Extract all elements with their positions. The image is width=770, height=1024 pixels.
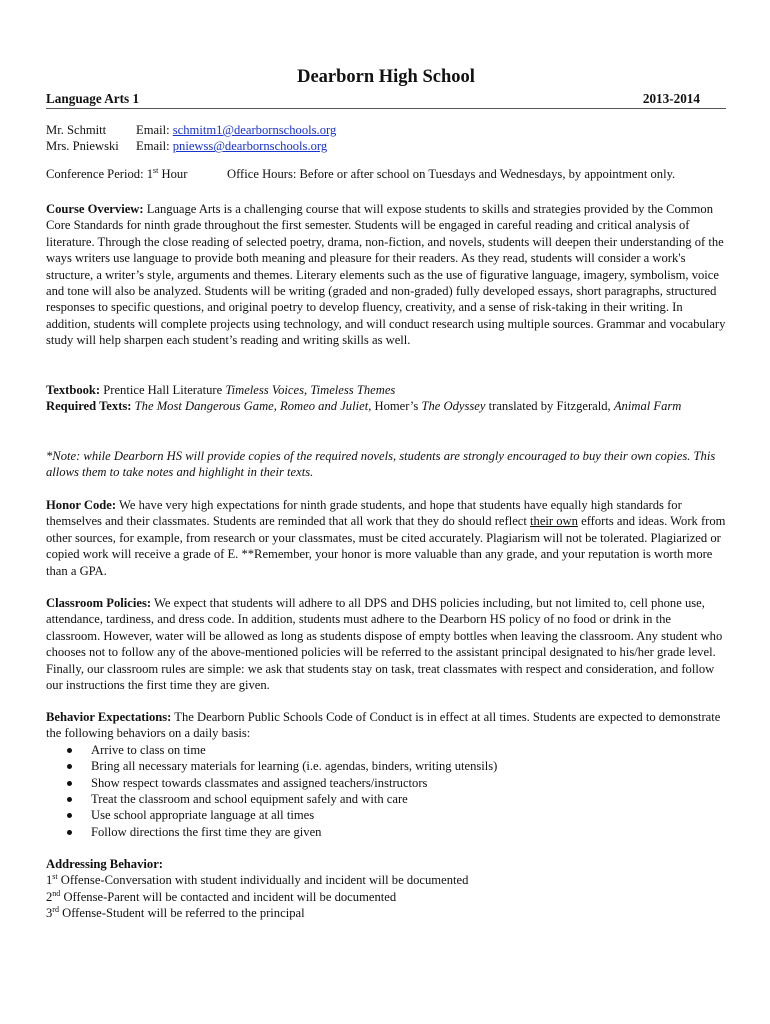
addressing-heading: Addressing Behavior: (46, 857, 163, 871)
course-overview (46, 201, 726, 349)
bullet-icon (67, 748, 72, 753)
list-item: Treat the classroom and school equipment safely and with care (46, 791, 726, 807)
offense-item: 1st Offense-Conversation with student individually and incident will be documented (46, 872, 469, 888)
email-label: Email: (136, 123, 170, 137)
course-overview-heading: Course Overview: (46, 202, 144, 216)
conference-period: Conference Period: 1st Hour (46, 166, 188, 181)
bullet-icon (67, 830, 72, 835)
list-item: Arrive to class on time (46, 742, 726, 758)
bullet-icon (67, 797, 72, 802)
bullet-icon (67, 781, 72, 786)
classroom-policies: Classroom Policies: We expect that students will adhere to all DPS and DHS policies including, but not limited to, cell phone use, attendance, tardiness, and dress code. In addition, students must adhere to the Dearborn HS policy of no food or drink in the classroom. However, water will be allowed as long as students dispose of empty bottles when leaving the classroom. Any student who chooses not to follow any of the above-mentioned policies will be referred to the assistant principal designated to his/her grade level. Finally, our classroom rules are simple: we ask that students stay on task, treat classmates with respect and consideration, and follow our instructions the first time they are given. (46, 596, 723, 693)
list-item: Use school appropriate language at all times (46, 807, 726, 823)
school-year: 2013-2014 (642, 91, 700, 106)
teacher-name: Mr. Schmitt (46, 123, 107, 137)
textbook-heading: Textbook: (46, 383, 101, 397)
email-link[interactable]: schmitm1@dearbornschools.org (172, 123, 337, 137)
honor-code: Honor Code: We have very high expectations for ninth grade students, and hope that students have equally high standards for themselves and their classmates. Students are reminded that all work that they do should reflect their own efforts and ideas. Work from other sources, for example, from research or your classmates, must be cited accurately. Plagiarism will not be tolerated. Plagiarized or copied work will receive a grade of E. **Remember, your honor is more valuable than any grade, and your reputation is worth more than a GPA. (46, 498, 726, 578)
behavior-heading: Behavior Expectations: (46, 710, 172, 724)
offense-item: 2nd Offense-Parent will be contacted and incident will be documented (46, 888, 397, 904)
teacher-name: Mrs. Pniewski (46, 139, 119, 154)
teacher-contacts (46, 122, 726, 155)
textbook-title: Timeless Voices, Timeless Themes (225, 383, 396, 397)
textbook-info: Textbook: Prentice Hall Literature Timeless Voices, Timeless Themes Required Texts: The Most Dangerous Game, Romeo and Juliet, Homer’s The Odyssey translated by Fitzgerald, Animal Farm (46, 383, 682, 414)
honor-code-heading: Honor Code: (46, 498, 117, 512)
conference-row (46, 166, 726, 182)
required-texts-heading: Required Texts: (46, 399, 132, 414)
email-label: Email: (136, 139, 170, 154)
novel-note: *Note: while Dearborn HS will provide copies of the required novels, students are strongly encouraged to buy their own copies. This allows them to take notes and highlight in their texts. (46, 449, 716, 480)
course-name: Language Arts 1 (46, 91, 140, 106)
bullet-icon (67, 813, 72, 818)
behavior-list (46, 742, 726, 840)
offense-item: 3rd Offense-Student will be referred to the principal (46, 905, 305, 921)
classroom-policies-heading: Classroom Policies: (46, 596, 152, 610)
list-item: Follow directions the first time they are given (46, 824, 726, 840)
course-header (46, 90, 726, 109)
teacher-row (46, 138, 726, 154)
bullet-icon (67, 764, 72, 769)
email-link[interactable]: pniewss@dearbornschools.org (172, 139, 328, 154)
office-hours: Office Hours: Before or after school on Tuesdays and Wednesdays, by appointment only. (227, 167, 676, 181)
addressing-behavior (46, 856, 726, 922)
behavior-expectations: Behavior Expectations: The Dearborn Public Schools Code of Conduct is in effect at all times. Students are expected to demonstrate the following behaviors on a daily basis: Arrive to class on time Bring all necessary materials for learning (i.e. agendas, binders, writing utensils) Show respect towards classmates and assigned teachers/instructors Treat the classroom and school equipment safely and with care Use school appropriate language at all times Follow directions the first time they are given (46, 709, 726, 840)
school-title: Dearborn High School (297, 67, 475, 87)
course-overview-text: Language Arts is a challenging course that will expose students to skills and strategies provided by the Common Core Standards for ninth grade throughout the first semester. Students will be engaged in careful reading and critical analysis of literature. Through the close reading of selected poetry, drama, non-fiction, and novels, students will deepen their understanding of the ways writers use language to provide both meaning and pleasure for their readers. As they read, students will consider a work's structure, a writer’s style, arguments and themes. Literary elements such as the use of figurative language, imagery, symbolism, voice and tone will also be analyzed. Students will be writing (graded and non-graded) fully developed essays, short paragraphs, structured responses to specific questions, and original poetry to develop fluency, creativity, and a sense of risk-taking in their writing. In addition, students will complete projects using technology, and will conduct research using multiple sources. Grammar and vocabulary study will help sharpen each student’s reading and writing skills as well. (46, 202, 726, 348)
honor-underlined: their own (530, 514, 578, 529)
list-item: Show respect towards classmates and assigned teachers/instructors (46, 775, 726, 791)
list-item: Bring all necessary materials for learning (i.e. agendas, binders, writing utensils) (46, 758, 726, 774)
teacher-row (46, 122, 726, 138)
